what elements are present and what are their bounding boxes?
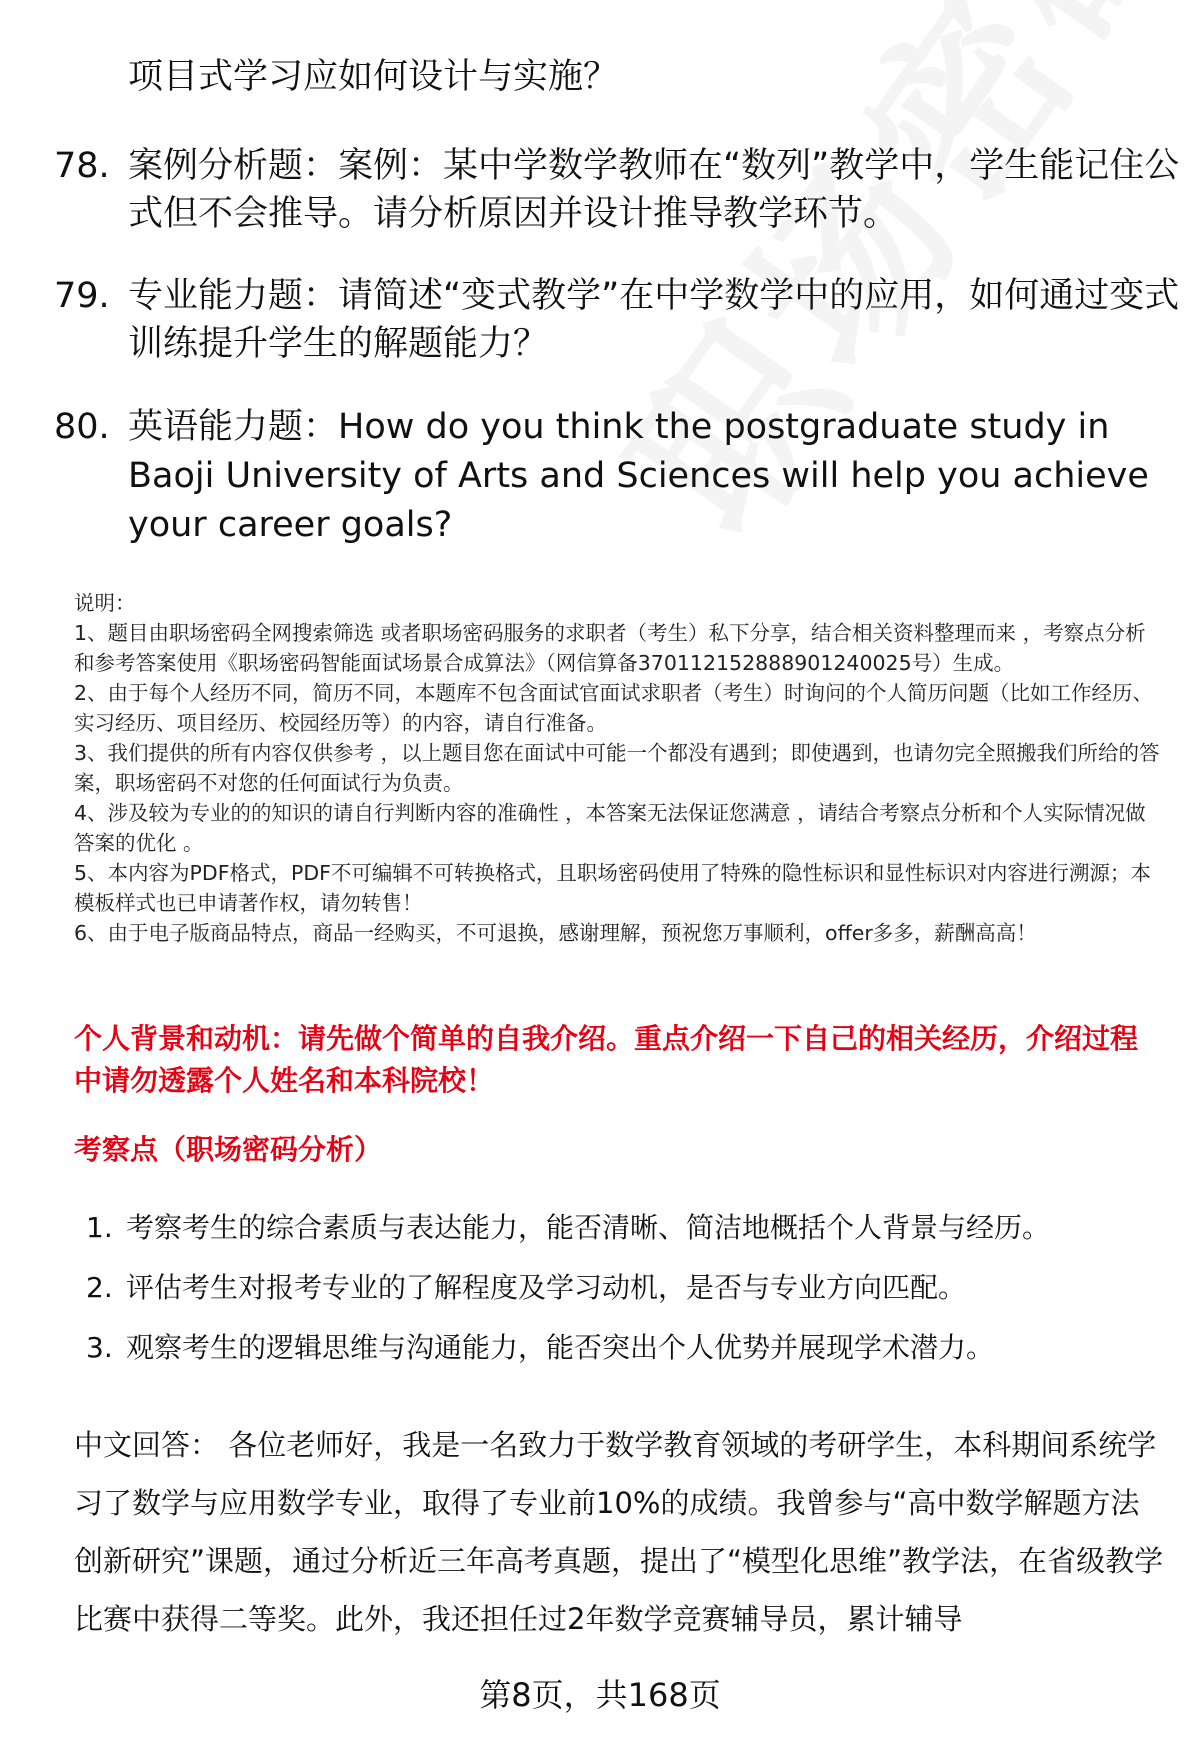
interview-prompt: 个人背景和动机：请先做个简单的自我介绍。重点介绍一下自己的相关经历，介绍过程中请勿透露个人姓名和本科院校！ — [74, 1022, 1139, 1097]
list-item-text: 观察考生的逻辑思维与沟通能力，能否突出个人优势并展现学术潜力。 — [126, 1331, 995, 1364]
assessment-points-title: 考察点（职场密码分析） — [74, 1133, 383, 1166]
list-item — [86, 1268, 1166, 1328]
list-item — [86, 1328, 1166, 1388]
page-footer: 第8页，共168页 — [479, 1676, 721, 1714]
question-continuation: 项目式学习应如何设计与实施？ — [128, 57, 619, 97]
question-number: 79. — [54, 276, 110, 316]
question-text: 专业能力题：请简述“变式教学”在中学数学中的应用，如何通过变式训练提升学生的解题能力？ — [128, 276, 1180, 364]
list-item-text: 评估考生对报考专业的了解程度及学习动机，是否与专业方向匹配。 — [126, 1271, 967, 1304]
question-text: 案例分析题：案例：某中学数学教师在“数列”教学中，学生能记住公式但不会推导。请分析原因并设计推导教学环节。 — [128, 146, 1180, 234]
note-item: 3、我们提供的所有内容仅供参考 ，以上题目您在面试中可能一个都没有遇到；即使遇到，也请勿完全照搬我们所给的答案，职场密码不对您的任何面试行为负责。 — [74, 741, 1160, 795]
note-item: 2、由于每个人经历不同，简历不同，本题库不包含面试官面试求职者（考生）时询问的个人简历问题（比如工作经历、实习经历、项目经历、校园经历等）的内容，请自行准备。 — [74, 681, 1154, 735]
list-item — [86, 1208, 1166, 1268]
question-text: 英语能力题：How do you think the postgraduate study in Baoji University of Arts and Sciences will help you achieve your career goals? — [128, 407, 1149, 545]
note-item: 5、本内容为PDF格式，PDF不可编辑不可转换格式，且职场密码使用了特殊的隐性标识和显性标识对内容进行溯源；本模板样式也已申请著作权，请勿转售！ — [74, 861, 1151, 915]
note-item: 6、由于电子版商品特点，商品一经购买，不可退换，感谢理解，预祝您万事顺利，offer多多，薪酬高高！ — [74, 921, 1037, 945]
question-number: 78. — [54, 146, 110, 186]
list-item-text: 考察考生的综合素质与表达能力，能否清晰、简洁地概括个人背景与经历。 — [126, 1211, 1051, 1244]
list-item-number: 2. — [86, 1271, 113, 1304]
question-number: 80. — [54, 407, 110, 447]
note-item: 4、涉及较为专业的的知识的请自行判断内容的准确性 ，本答案无法保证您满意 ，请结合考察点分析和个人实际情况做答案的优化 。 — [74, 801, 1146, 855]
list-item-number: 3. — [86, 1331, 113, 1364]
note-item: 1、题目由职场密码全网搜索筛选 或者职场密码服务的求职者（考生）私下分享，结合相关资料整理而来 ，考察点分析和参考答案使用《职场密码智能面试场景合成算法》（网信算备370112152888901240025号）生成。 — [74, 621, 1146, 675]
chinese-answer: 中文回答： 各位老师好，我是一名致力于数学教育领域的考研学生，本科期间系统学习了数学与应用数学专业，取得了专业前10%的成绩。我曾参与“高中数学解题方法创新研究”课题，通过分析近三年高考真题，提出了“模型化思维”教学法，在省级教学比赛中获得二等奖。此外，我还担任过2年数学竞赛辅导员，累计辅导 — [74, 1428, 1164, 1636]
notes-section — [74, 588, 1164, 948]
list-item-number: 1. — [86, 1211, 113, 1244]
notes-title: 说明： — [74, 591, 136, 615]
assessment-points-list — [86, 1208, 1166, 1388]
